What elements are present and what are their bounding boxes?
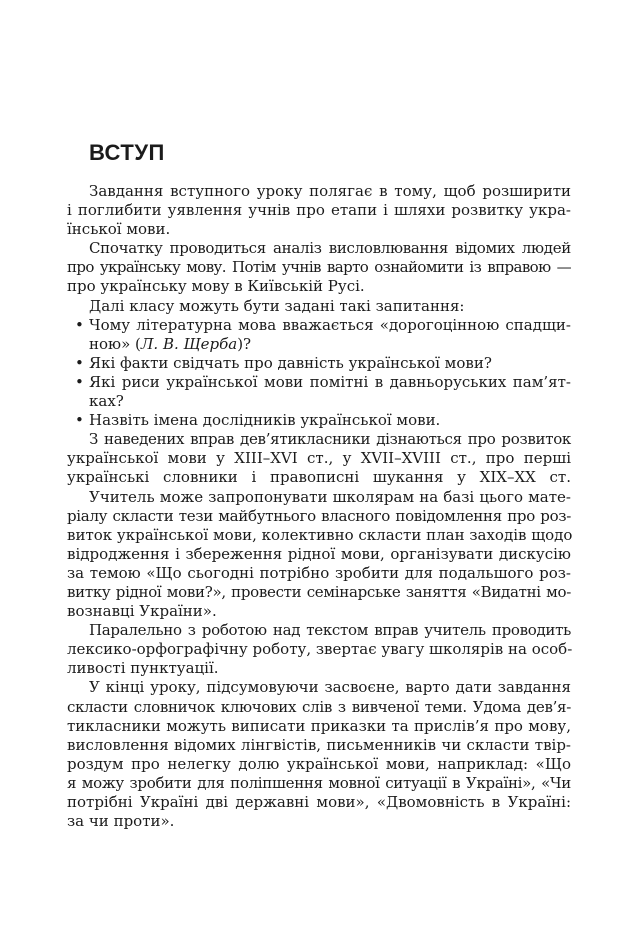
text-line: українські словники і правописні шукання у XIX–XX ст.: [67, 468, 571, 487]
text-line: про українську мову. Потім учнів варто ознайомити із вправою —: [67, 258, 571, 277]
text-line: ріалу скласти тези майбутнього власного повідомлення про роз-: [67, 506, 571, 525]
question-list: [67, 316, 571, 431]
text-line: витку рідної мови?», провести семінарське заняття «Видатні мо-: [67, 582, 571, 601]
bullet-icon: •: [75, 372, 84, 391]
text-line: ною» (Л. В. Щерба)?: [89, 334, 252, 353]
text-line: Завдання вступного уроку полягає в тому, щоб розширити: [89, 182, 571, 200]
text-line: скласти словничок ключових слів з вивченої теми. Удома дев’я-: [67, 697, 571, 716]
paragraph-teacher: [67, 488, 571, 622]
text-line: • Які риси української мови помітні в давньоруських пам’ят-: [75, 372, 571, 391]
text-line: і поглибити уявлення учнів про етапи і шляхи розвитку укра-: [67, 201, 571, 220]
list-item: [67, 373, 571, 411]
bullet-icon: •: [75, 411, 84, 430]
text-line: української мови у XIII–XVI ст., у XVII–XVIII ст., про перші: [67, 449, 571, 468]
text-line: за чи проти».: [67, 812, 175, 831]
text-line: Далі класу можуть бути задані такі запитання:: [89, 296, 465, 315]
text-line: тикласники можуть виписати приказки та прислів’я про мову,: [67, 716, 571, 735]
text-line: ках?: [89, 392, 124, 411]
text-line: • Чому літературна мова вважається «дорогоцінною спадщи-: [75, 315, 571, 334]
paragraph-intro: [67, 182, 571, 239]
text-line: вознавці України».: [67, 602, 217, 621]
author-name: Л. В. Щерба: [140, 334, 238, 353]
document-page: [67, 140, 571, 831]
list-item: [67, 316, 571, 354]
text-line: • Які факти свідчать про давність української мови?: [75, 353, 492, 372]
text-line: ливості пунктуації.: [67, 659, 219, 678]
paragraph-conclusion: [67, 678, 571, 831]
paragraph-history: [67, 430, 571, 487]
text-line: відродження і збереження рідної мови, організувати дискусію: [67, 544, 571, 563]
text-line: про українську мову в Київській Русі.: [67, 277, 365, 296]
bullet-icon: •: [75, 353, 84, 372]
text-line: • Назвіть імена дослідників української мови.: [75, 411, 441, 430]
page-title: ВСТУП: [89, 140, 165, 165]
paragraph-questions-intro: [67, 297, 571, 316]
list-item: [67, 411, 571, 430]
text-line: висловлення відомих лінгвістів, письменників чи скласти твір-: [67, 735, 571, 754]
text-line: Учитель може запропонувати школярам на базі цього мате-: [89, 487, 571, 506]
text-line: Спочатку проводиться аналіз висловлювання відомих людей: [89, 239, 571, 258]
text-line: лексико-орфографічну роботу, звертає увагу школярів на особ-: [67, 640, 573, 659]
paragraph-parallel: [67, 621, 571, 678]
list-item: [67, 354, 571, 373]
text-line: за темою «Що сьогодні потрібно зробити для подальшого роз-: [67, 563, 571, 582]
paragraph-analysis: [67, 239, 571, 296]
bullet-icon: •: [75, 315, 84, 334]
text-line: У кінці уроку, підсумовуючи засвоєне, варто дати завдання: [89, 678, 571, 697]
text-line: роздум про нелегку долю української мови, наприклад: «Що: [67, 754, 571, 773]
text-line: З наведених вправ дев’ятикласники дізнаються про розвиток: [89, 430, 571, 449]
text-line: їнської мови.: [67, 220, 171, 239]
text-line: потрібні Україні дві державні мови», «Двомовність в Україні:: [67, 793, 571, 811]
text-line: Паралельно з роботою над текстом вправ учитель проводить: [89, 621, 571, 640]
text-line: виток української мови, колективно скласти план заходів щодо: [67, 525, 573, 544]
text-line: я можу зробити для поліпшення мовної ситуації в Україні», «Чи: [67, 773, 571, 792]
